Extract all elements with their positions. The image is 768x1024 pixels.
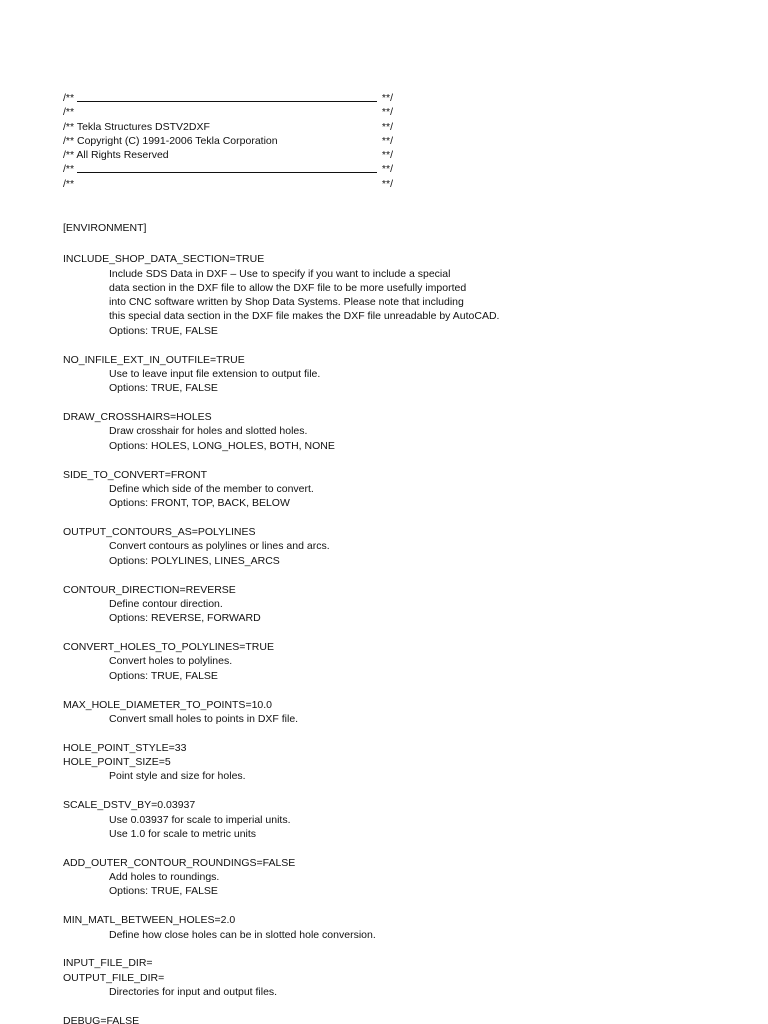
setting-description: Draw crosshair for holes and slotted holes.: [109, 425, 308, 438]
setting-description: Options: TRUE, FALSE: [109, 324, 218, 337]
comment-end: **/: [381, 120, 393, 133]
comment-start: /**: [63, 177, 75, 190]
setting-description: into CNC software written by Shop Data Systems. Please note that including: [109, 296, 464, 309]
header-line: [63, 134, 393, 148]
section-title: [ENVIRONMENT]: [63, 222, 147, 234]
setting-description: Options: REVERSE, FORWARD: [109, 612, 261, 625]
settings-list: [63, 252, 753, 1024]
setting-description: Options: HOLES, LONG_HOLES, BOTH, NONE: [109, 439, 335, 452]
setting-description: Options: FRONT, TOP, BACK, BELOW: [109, 497, 290, 510]
header-line: [63, 177, 393, 191]
comment-end: **/: [381, 149, 393, 162]
setting-description: Options: TRUE, FALSE: [109, 885, 218, 898]
setting-block: [63, 913, 753, 942]
header-line: [63, 120, 393, 134]
setting-block: [63, 856, 753, 899]
setting-block: [63, 640, 753, 683]
setting-block: [63, 410, 753, 453]
comment-start: /**: [63, 106, 75, 119]
setting-description: Options: TRUE, FALSE: [109, 382, 218, 395]
setting-key: SIDE_TO_CONVERT=FRONT: [63, 468, 208, 481]
setting-key: CONTOUR_DIRECTION=REVERSE: [63, 583, 236, 596]
comment-end: **/: [381, 106, 393, 119]
setting-key: HOLE_POINT_SIZE=5: [63, 756, 171, 769]
header-line: [63, 162, 393, 176]
setting-description: Define how close holes can be in slotted hole conversion.: [109, 928, 376, 941]
setting-block: [63, 468, 753, 511]
setting-key: DRAW_CROSSHAIRS=HOLES: [63, 411, 212, 424]
setting-key: CONVERT_HOLES_TO_POLYLINES=TRUE: [63, 641, 274, 654]
setting-key: ADD_OUTER_CONTOUR_ROUNDINGS=FALSE: [63, 856, 296, 869]
header-line: [63, 148, 393, 162]
config-content: [63, 221, 753, 1024]
setting-key: DEBUG=FALSE: [63, 1014, 140, 1024]
setting-key: MAX_HOLE_DIAMETER_TO_POINTS=10.0: [63, 698, 273, 711]
comment-end: **/: [381, 163, 393, 176]
setting-block: [63, 252, 753, 338]
setting-description: Use to leave input file extension to output file.: [109, 367, 321, 380]
setting-block: [63, 583, 753, 626]
setting-description: Options: POLYLINES, LINES_ARCS: [109, 554, 280, 567]
comment-start: /**: [63, 134, 75, 147]
setting-description: Use 0.03937 for scale to imperial units.: [109, 813, 291, 826]
setting-key: INCLUDE_SHOP_DATA_SECTION=TRUE: [63, 253, 265, 266]
header-line: [63, 105, 393, 119]
setting-block: [63, 956, 753, 999]
setting-block: [63, 353, 753, 396]
setting-key: OUTPUT_FILE_DIR=: [63, 971, 165, 984]
setting-description: Add holes to roundings.: [109, 871, 220, 884]
setting-block: [63, 1014, 753, 1024]
setting-description: this special data section in the DXF file makes the DXF file unreadable by AutoCAD.: [109, 310, 500, 323]
setting-block: [63, 698, 753, 727]
header-line: [63, 91, 393, 105]
header-text: Tekla Structures DSTV2DXF: [74, 120, 210, 133]
header-text: Copyright (C) 1991-2006 Tekla Corporation: [74, 134, 278, 147]
header-rule: [77, 172, 377, 173]
setting-description: Directories for input and output files.: [109, 986, 278, 998]
setting-description: data section in the DXF file to allow the DXF file to be more usefully imported: [109, 281, 467, 294]
setting-description: Convert small holes to points in DXF file.: [109, 712, 299, 725]
setting-description: Define which side of the member to convert.: [109, 482, 314, 495]
comment-start: /**: [63, 92, 75, 104]
setting-block: [63, 741, 753, 784]
comment-start: /**: [63, 120, 75, 133]
setting-description: Convert holes to polylines.: [109, 655, 233, 668]
setting-key: SCALE_DSTV_BY=0.03937: [63, 799, 196, 812]
setting-key: MIN_MATL_BETWEEN_HOLES=2.0: [63, 914, 236, 927]
setting-description: Include SDS Data in DXF – Use to specify if you want to include a special: [109, 267, 451, 280]
setting-key: OUTPUT_CONTOURS_AS=POLYLINES: [63, 526, 256, 539]
comment-start: /**: [63, 163, 75, 176]
setting-description: Options: TRUE, FALSE: [109, 669, 218, 682]
setting-key: NO_INFILE_EXT_IN_OUTFILE=TRUE: [63, 353, 245, 366]
setting-description: Use 1.0 for scale to metric units: [109, 827, 257, 840]
setting-description: Convert contours as polylines or lines and arcs.: [109, 540, 330, 553]
comment-end: **/: [381, 134, 393, 147]
setting-description: Define contour direction.: [109, 597, 223, 610]
setting-key: INPUT_FILE_DIR=: [63, 957, 153, 970]
header-rule: [77, 101, 377, 102]
setting-block: [63, 525, 753, 568]
comment-end: **/: [381, 92, 393, 104]
copyright-header-block: [63, 91, 393, 191]
setting-key: HOLE_POINT_STYLE=33: [63, 741, 187, 754]
setting-block: [63, 798, 753, 841]
setting-description: Point style and size for holes.: [109, 770, 246, 783]
header-text: All Rights Reserved: [74, 149, 169, 162]
comment-start: /**: [63, 149, 75, 162]
comment-end: **/: [381, 177, 393, 190]
